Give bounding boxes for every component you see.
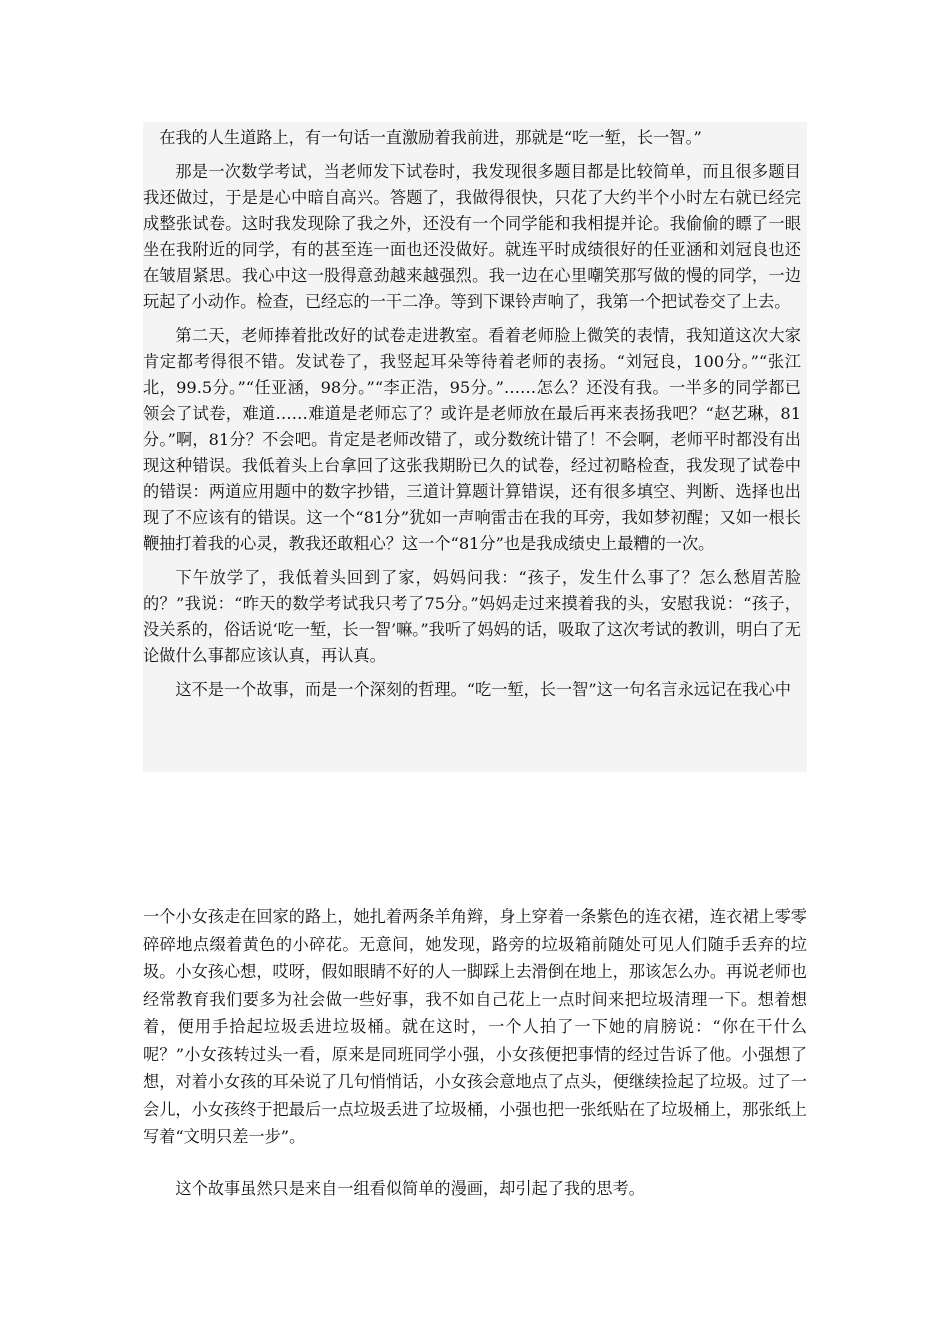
essay-two-closing-paragraph: 这个故事虽然只是来自一组看似简单的漫画，却引起了我的思考。: [175, 1178, 645, 1198]
essay-one-opening-paragraph: 在我的人生道路上，有一句话一直激励着我前进，那就是“吃一堑，长一智。”: [159, 128, 702, 147]
essay-one-home-paragraph: 下午放学了，我低着头回到了家，妈妈问我：“孩子，发生什么事了？怎么愁眉苦脸的？”我说：“昨天的数学考试我只考了75分。”妈妈走过来摸着我的头，安慰我说：“孩子，没关系的，俗话说‘吃一堑，长一智’嘛。”我听了妈妈的话，吸取了这次考试的教训，明白了无论做什么事都应该认真，再认真。: [143, 568, 801, 665]
essay-one-block: [143, 122, 807, 772]
essay-two-story-paragraph: 一个小女孩走在回家的路上，她扎着两条羊角辫，身上穿着一条紫色的连衣裙，连衣裙上零零碎碎地点缀着黄色的小碎花。无意间，她发现，路旁的垃圾箱前随处可见人们随手丢弃的垃圾。小女孩心想，哎呀，假如眼睛不好的人一脚踩上去滑倒在地上，那该怎么办。再说老师也经常教育我们要多为社会做一些好事，我不如自己花上一点时间来把垃圾清理一下。想着想着，便用手拾起垃圾丢进垃圾桶。就在这时，一个人拍了一下她的肩膀说：“你在干什么呢？”小女孩转过头一看，原来是同班同学小强，小女孩便把事情的经过告诉了他。小强想了想，对着小女孩的耳朵说了几句悄悄话，小女孩会意地点了点头，便继续捡起了垃圾。过了一会儿，小女孩终于把最后一点垃圾丢进了垃圾桶，小强也把一张纸贴在了垃圾桶上，那张纸上写着“文明只差一步”。: [143, 907, 807, 1146]
essay-one-results-paragraph: 第二天，老师捧着批改好的试卷走进教室。看着老师脸上微笑的表情，我知道这次大家肯定都考得很不错。发试卷了，我竖起耳朵等待着老师的表扬。“刘冠良，100分。”“张江北，99.5分。”“任亚涵，98分。”“李正浩，95分。”……怎么？还没有我。一半多的同学都已领会了试卷，难道……难道是老师忘了？或许是老师放在最后再来表扬我吧？“赵艺琳，81分。”啊，81分？不会吧。肯定是老师改错了，或分数统计错了！不会啊，老师平时都没有出现这种错误。我低着头上台拿回了这张我期盼已久的试卷，经过初略检查，我发现了试卷中的错误：两道应用题中的数字抄错，三道计算题计算错误，还有很多填空、判断、选择也出现了不应该有的错误。这一个“81分”犹如一声响雷击在我的耳旁，我如梦初醒；又如一根长鞭抽打着我的心灵，教我还敢粗心？这一个“81分”也是我成绩史上最糟的一次。: [143, 326, 801, 553]
essay-one-exam-paragraph: 那是一次数学考试，当老师发下试卷时，我发现很多题目都是比较简单，而且很多题目我还做过，于是是心中暗自高兴。答题了，我做得很快，只花了大约半个小时左右就已经完成整张试卷。这时我发现除了我之外，还没有一个同学能和我相提并论。我偷偷的瞟了一眼坐在我附近的同学，有的甚至连一面也还没做好。就连平时成绩很好的任亚涵和刘冠良也还在皱眉紧思。我心中这一股得意劲越来越强烈。我一边在心里嘲笑那写做的慢的同学，一边玩起了小动作。检查，已经忘的一干二净。等到下课铃声响了，我第一个把试卷交了上去。: [143, 162, 801, 311]
essay-one-conclusion-paragraph: 这不是一个故事，而是一个深刻的哲理。“吃一堑，长一智”这一句名言永远记在我心中: [175, 680, 791, 699]
essay-two-block: [143, 903, 807, 1202]
